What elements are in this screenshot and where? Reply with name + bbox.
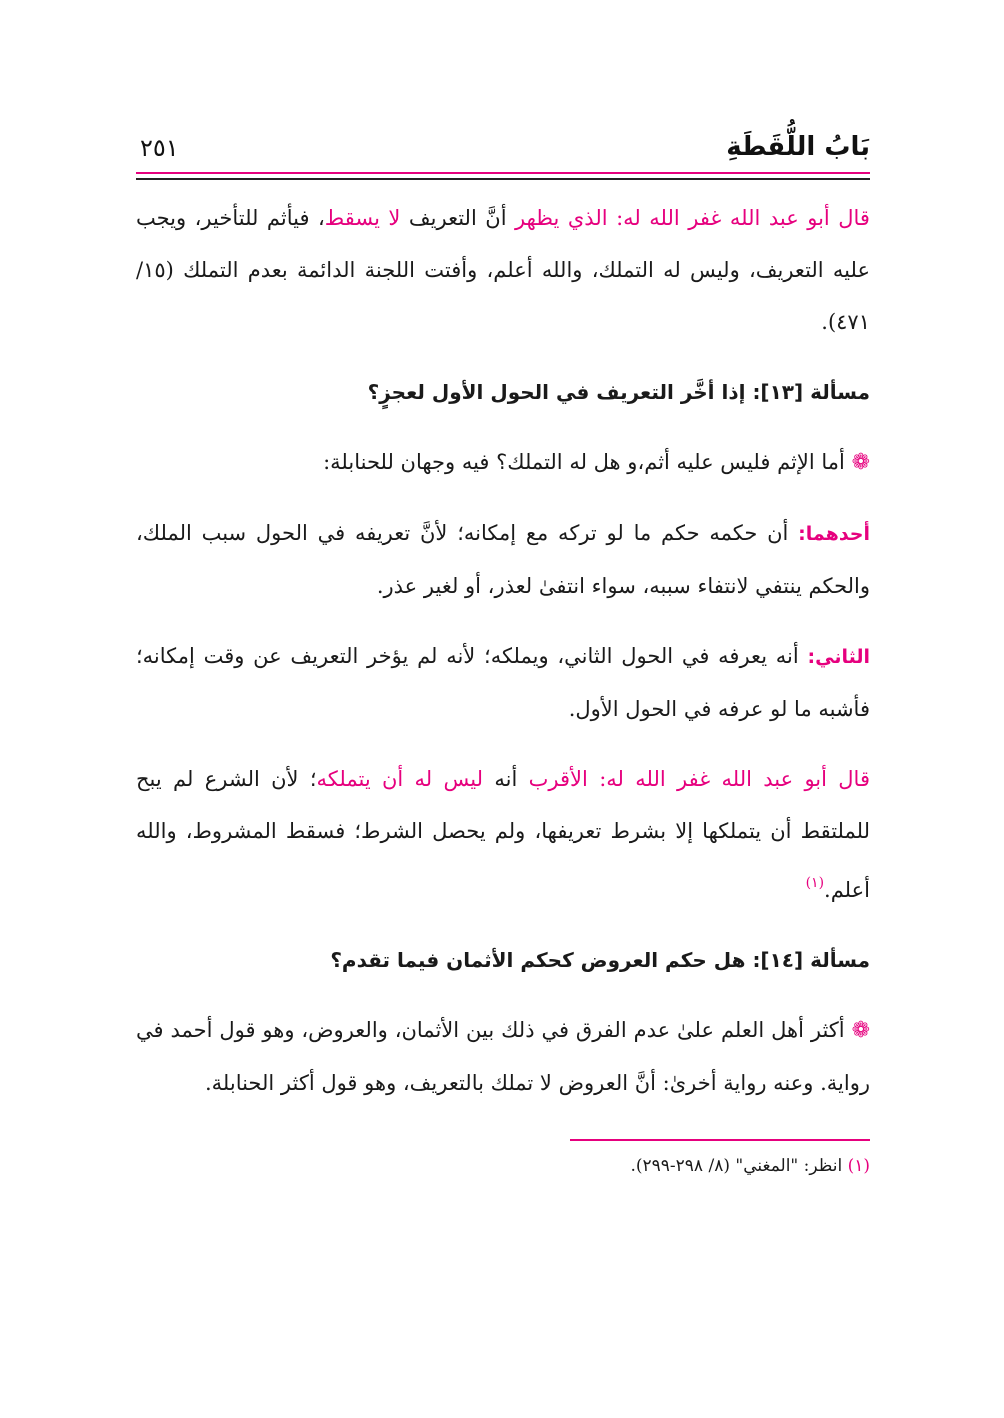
paragraph-answer-14	[136, 1004, 870, 1109]
paragraph-text: أنه يعرفه في الحول الثاني، ويملكه؛ لأنه لم يؤخر التعريف عن وقت إمكانه؛ فأشبه ما لو عرفه في الحول الأول.	[136, 644, 870, 721]
page-body	[136, 192, 870, 1183]
view-label: الثاني:	[807, 646, 870, 668]
question-title: هل حكم العروض كحكم الأثمان فيما تقدم؟	[330, 948, 746, 972]
paragraph-author-note-2	[136, 753, 870, 916]
rosette-ornament-icon: ❁	[851, 1018, 870, 1043]
author-quote-phrase: الأقرب	[528, 767, 588, 791]
question-heading-14	[136, 934, 870, 986]
author-quote-intro: قال أبو عبد الله غفر الله له:	[599, 767, 870, 791]
author-quote-phrase: ليس له أن يتملكه	[316, 767, 484, 791]
paragraph-text: أما الإثم فليس عليه أثم،و هل له التملك؟ فيه وجهان للحنابلة:	[323, 450, 845, 474]
question-title: إذا أخَّر التعريف في الحول الأول لعجزٍ؟	[367, 380, 746, 404]
question-label: مسألة [١٣]:	[752, 380, 870, 404]
rosette-ornament-icon: ❁	[851, 450, 870, 475]
header-rule-dark	[136, 178, 870, 180]
footnote	[136, 1149, 870, 1183]
footnote-separator	[570, 1139, 870, 1141]
header-rule-pink	[136, 172, 870, 174]
chapter-title: بَابُ اللُّقَطَةِ	[726, 132, 870, 162]
paragraph-first-view	[136, 507, 870, 612]
paragraph-text: أن حكمه حكم ما لو تركه مع إمكانه؛ لأنَّ تعريفه في الحول سبب الملك، والحكم ينتفي لانتفاء سببه، سواء انتفىٰ لعذر، أو لغير عذر.	[136, 521, 870, 598]
page	[136, 118, 870, 1183]
paragraph-text: أنه	[494, 767, 518, 791]
question-label: مسألة [١٤]:	[752, 948, 870, 972]
author-quote-intro: قال أبو عبد الله غفر الله له:	[616, 206, 870, 230]
footnote-text: انظر: "المغني" (٨/ ٢٩٨-٢٩٩).	[630, 1156, 843, 1176]
page-number: ٢٥١	[140, 134, 179, 162]
footnote-reference[interactable]: (١)	[805, 875, 825, 891]
paragraph-text: أكثر أهل العلم علىٰ عدم الفرق في ذلك بين الأثمان، والعروض، وهو قول أحمد في رواية. وعنه رواية أخرىٰ: أنَّ العروض لا تملك بالتعريف، وهو قول أكثر الحنابلة.	[136, 1018, 870, 1095]
paragraph-author-note-1	[136, 192, 870, 348]
author-quote-phrase: الذي يظهر	[515, 206, 608, 230]
question-heading-13	[136, 366, 870, 418]
page-header	[136, 118, 870, 162]
paragraph-text: أنَّ التعريف	[408, 206, 507, 230]
paragraph-answer-13	[136, 436, 870, 489]
paragraph-second-view	[136, 630, 870, 735]
paragraph-text: ، فيأثم للتأخير، ويجب عليه التعريف، وليس له التملك، والله أعلم، وأفتت اللجنة الدائمة بعدم التملك (١٥/ ٤٧١).	[136, 206, 870, 334]
author-quote-phrase: لا يسقط	[324, 206, 401, 230]
paragraph-text: ؛ لأن الشرع لم يبح للملتقط أن يتملكها إلا بشرط تعريفها، ولم يحصل الشرط؛ فسقط المشروط، والله أعلم.	[136, 767, 870, 902]
view-label: أحدهما:	[798, 523, 870, 545]
footnote-number: (١)	[847, 1156, 870, 1176]
